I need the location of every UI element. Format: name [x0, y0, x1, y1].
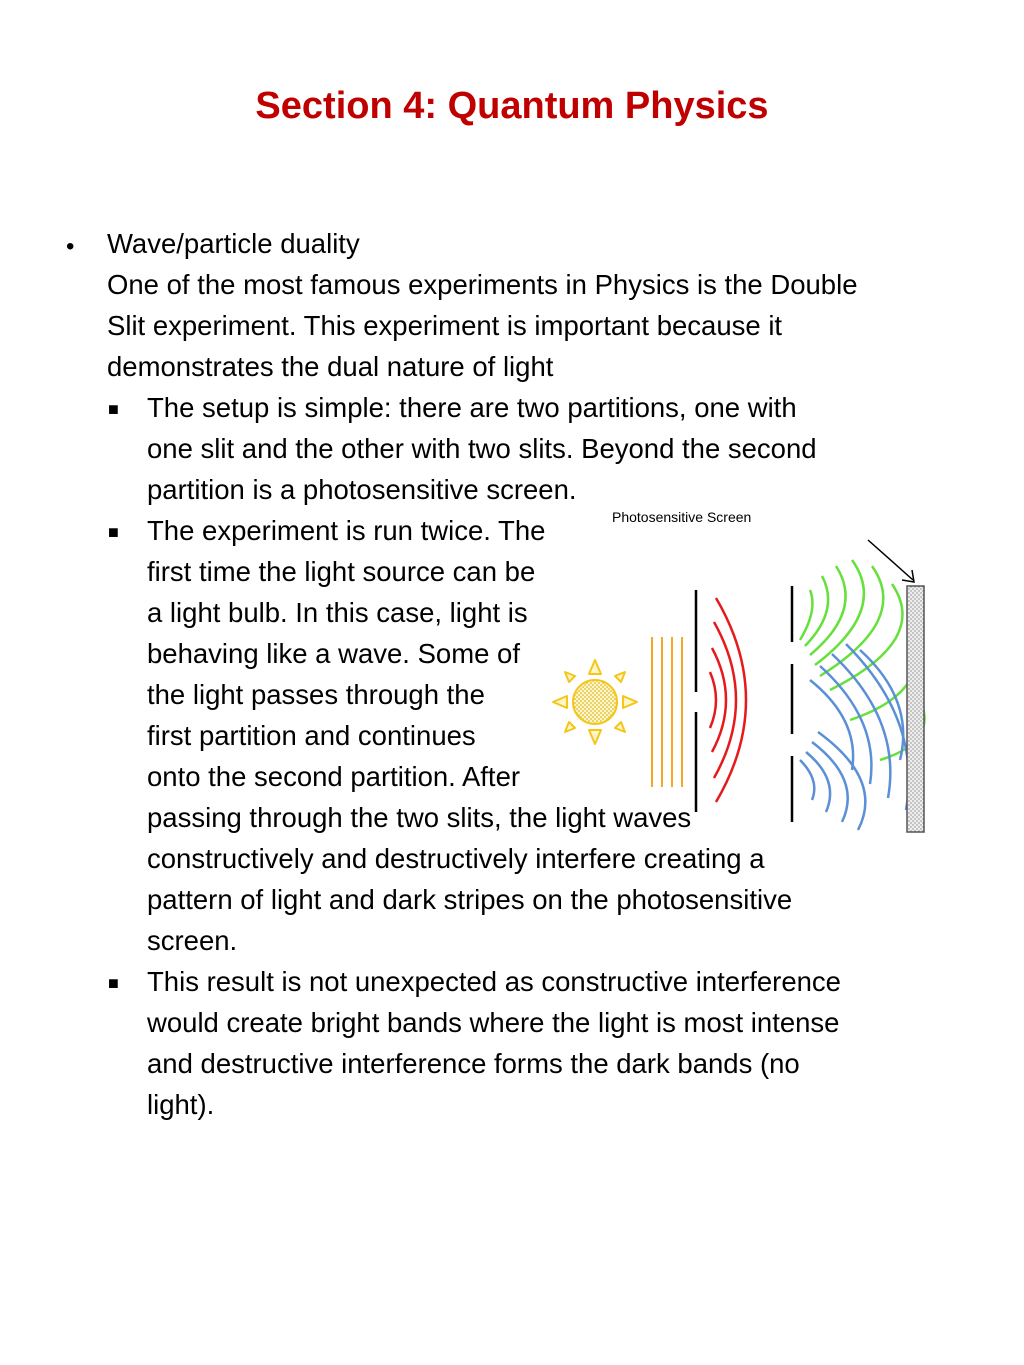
sub-bullet-marker: ■ [108, 522, 119, 542]
sub-bullet-line: first partition and continues [147, 720, 476, 751]
sub-bullet-line: The experiment is run twice. The [147, 515, 546, 546]
paragraph-line: One of the most famous experiments in Physics is the Double [107, 269, 858, 300]
sub-bullet-line: behaving like a wave. Some of [147, 638, 520, 669]
sub-bullet-line: pattern of light and dark stripes on the photosensitive [147, 884, 793, 915]
sub-bullet-line: the light passes through the [147, 679, 485, 710]
sub-bullet-line: light). [147, 1089, 215, 1120]
sub-bullet-line: The setup is simple: there are two partitions, one with [147, 392, 797, 423]
sub-bullet-line: screen. [147, 925, 238, 956]
arrow-icon [868, 540, 914, 582]
bullet-marker: • [66, 233, 75, 260]
sub-bullet-line: partition is a photosensitive screen. [147, 474, 577, 505]
screen-label: Photosensitive Screen [612, 509, 752, 525]
bullet-heading: Wave/particle duality [107, 228, 360, 259]
double-slit-diagram [550, 505, 950, 845]
paragraph-line: Slit experiment. This experiment is important because it [107, 310, 783, 341]
sub-bullet-line: and destructive interference forms the dark bands (no [147, 1048, 800, 1079]
page-title: Section 4: Quantum Physics [255, 85, 769, 127]
sun-icon [553, 660, 637, 744]
sub-bullet-line: one slit and the other with two slits. Beyond the second [147, 433, 817, 464]
sub-bullet-marker: ■ [108, 973, 119, 993]
sub-bullet-line: constructively and destructively interfere creating a [147, 843, 765, 874]
sub-bullet-line: first time the light source can be [147, 556, 536, 587]
incoming-waves [652, 637, 682, 787]
sub-bullet-marker: ■ [108, 399, 119, 419]
sub-bullet-line: would create bright bands where the light is most intense [147, 1007, 840, 1038]
photosensitive-screen [907, 586, 924, 832]
paragraph-line: demonstrates the dual nature of light [107, 351, 554, 382]
sub-bullet-line: a light bulb. In this case, light is [147, 597, 528, 628]
sub-bullet-line: passing through the two slits, the light waves [147, 802, 692, 833]
sub-bullet-line: onto the second partition. After [147, 761, 521, 792]
blue-waves [800, 644, 909, 830]
red-waves [710, 598, 746, 802]
sub-bullet-line: This result is not unexpected as constructive interference [147, 966, 841, 997]
